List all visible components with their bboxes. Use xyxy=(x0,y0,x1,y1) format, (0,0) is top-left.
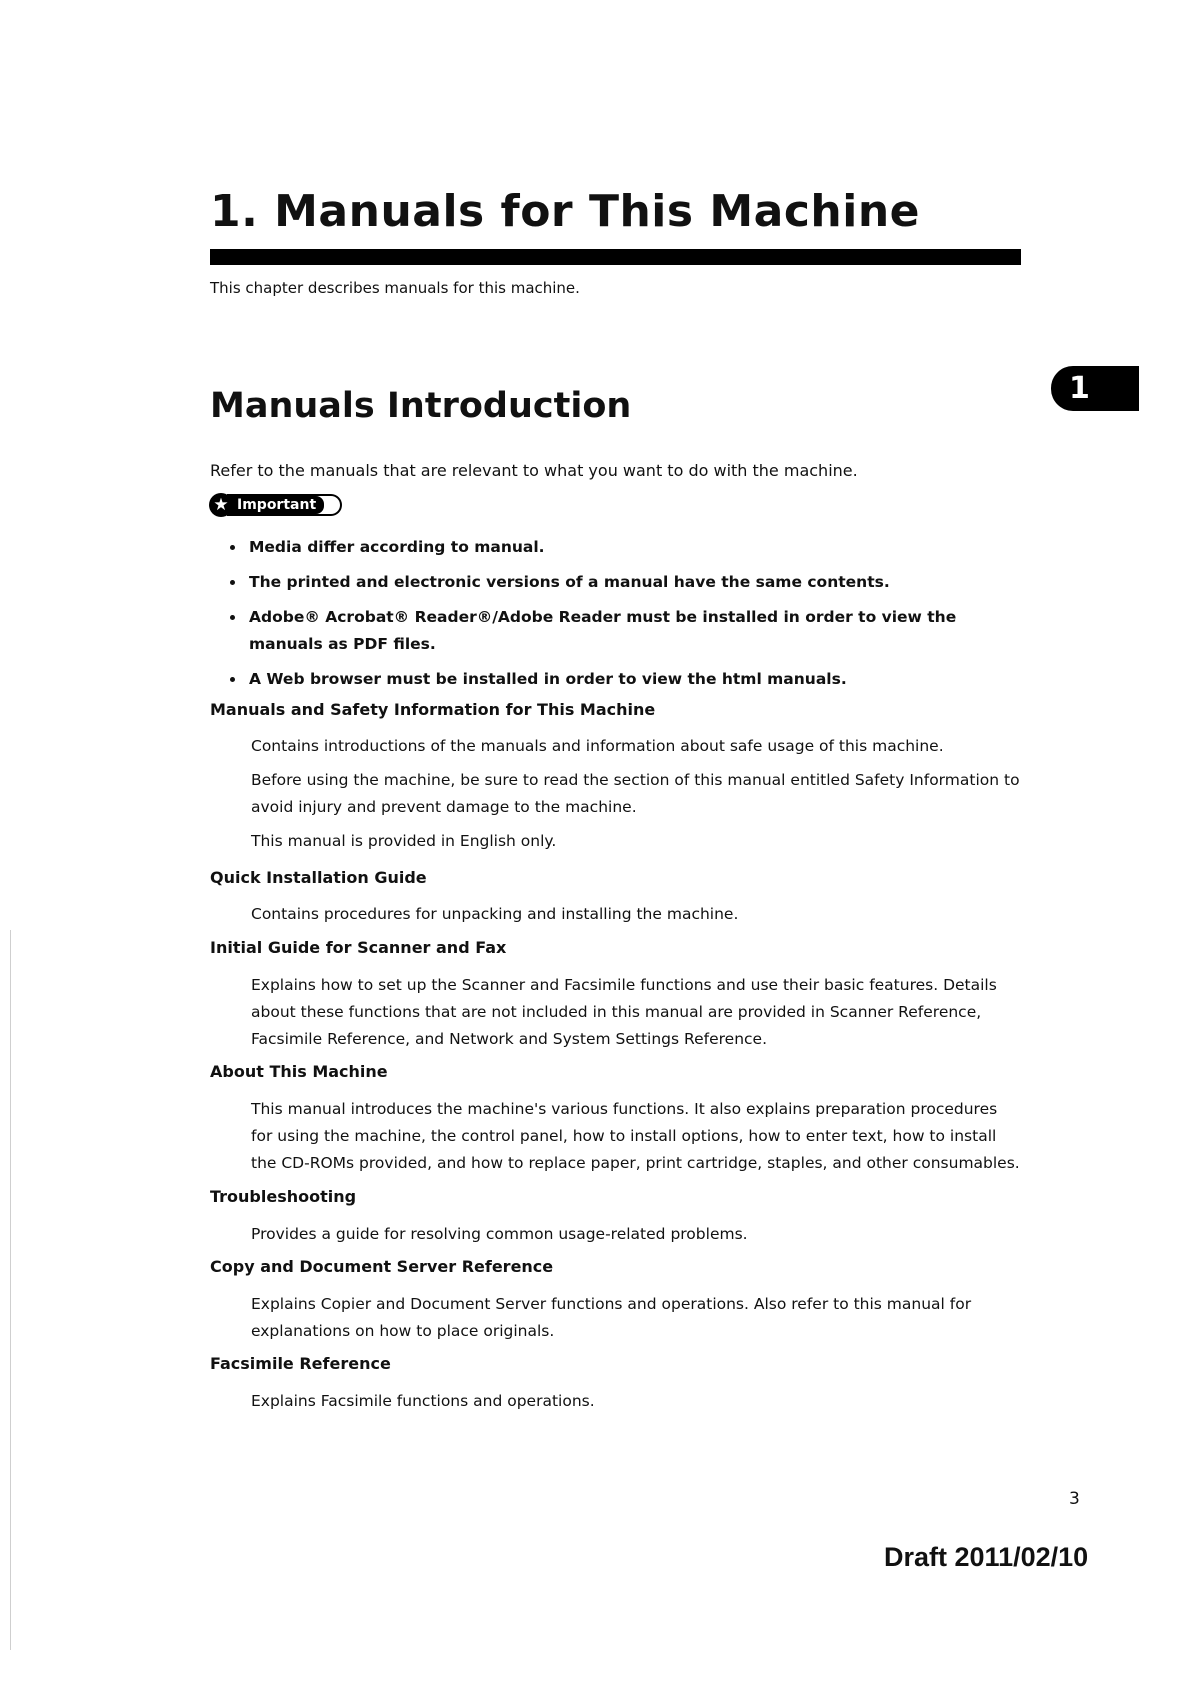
manual-description: This manual introduces the machine's various functions. It also explains preparation procedures for using the machine, the control panel, how to install options, how to enter text, how to install the CD-ROMs provided, and how to replace paper, print cartridge, staples, and other consumables. xyxy=(251,1100,1020,1172)
manual-description: Contains procedures for unpacking and installing the machine. xyxy=(251,905,739,923)
draft-stamp: Draft 2011/02/10 xyxy=(884,1542,1089,1572)
manual-title: Copy and Document Server Reference xyxy=(210,1257,554,1276)
manual-description: This manual is provided in English only. xyxy=(251,832,557,850)
manual-description: Explains how to set up the Scanner and Facsimile functions and use their basic features. Details about these functions that are not included in this manual are provided in Scanner Reference, Facsimile Reference, and Network and System Settings Reference. xyxy=(251,976,997,1048)
important-item: Media differ according to manual. xyxy=(230,534,1030,561)
chapter-title-rule xyxy=(210,249,1021,265)
manual-description: Provides a guide for resolving common usage-related problems. xyxy=(251,1225,748,1243)
star-icon: ★ xyxy=(209,493,233,517)
manual-title: Quick Installation Guide xyxy=(210,868,427,887)
manual-title: Troubleshooting xyxy=(210,1187,357,1206)
page-number: 3 xyxy=(1069,1489,1080,1509)
important-item: A Web browser must be installed in order to view the html manuals. xyxy=(230,666,1030,693)
manual-description: Before using the machine, be sure to read the section of this manual entitled Safety Information to avoid injury and prevent damage to the machine. xyxy=(251,771,1020,816)
chapter-description: This chapter describes manuals for this machine. xyxy=(210,279,580,297)
important-text: Important xyxy=(227,496,324,514)
manual-description: Explains Facsimile functions and operations. xyxy=(251,1392,595,1410)
manual-description: Explains Copier and Document Server functions and operations. Also refer to this manual for explanations on how to place originals. xyxy=(251,1295,972,1340)
chapter-tab-number: 1 xyxy=(1069,371,1090,406)
important-item: The printed and electronic versions of a manual have the same contents. xyxy=(230,569,1030,596)
scan-artifact-line xyxy=(10,930,11,1650)
manual-title: Facsimile Reference xyxy=(210,1354,391,1373)
important-list xyxy=(230,534,1030,701)
important-pill xyxy=(227,494,342,516)
manual-description: Contains introductions of the manuals and information about safe usage of this machine. xyxy=(251,737,944,755)
chapter-tab xyxy=(1051,366,1139,411)
chapter-title: 1. Manuals for This Machine xyxy=(210,186,921,237)
manual-title: Initial Guide for Scanner and Fax xyxy=(210,938,507,957)
section-intro: Refer to the manuals that are relevant to what you want to do with the machine. xyxy=(210,461,858,480)
important-label xyxy=(209,493,342,517)
section-title: Manuals Introduction xyxy=(210,386,632,426)
manual-title: Manuals and Safety Information for This Machine xyxy=(210,700,656,719)
manual-title: About This Machine xyxy=(210,1062,388,1081)
important-item: Adobe® Acrobat® Reader®/Adobe Reader must be installed in order to view the manuals as PDF files. xyxy=(230,604,1030,658)
